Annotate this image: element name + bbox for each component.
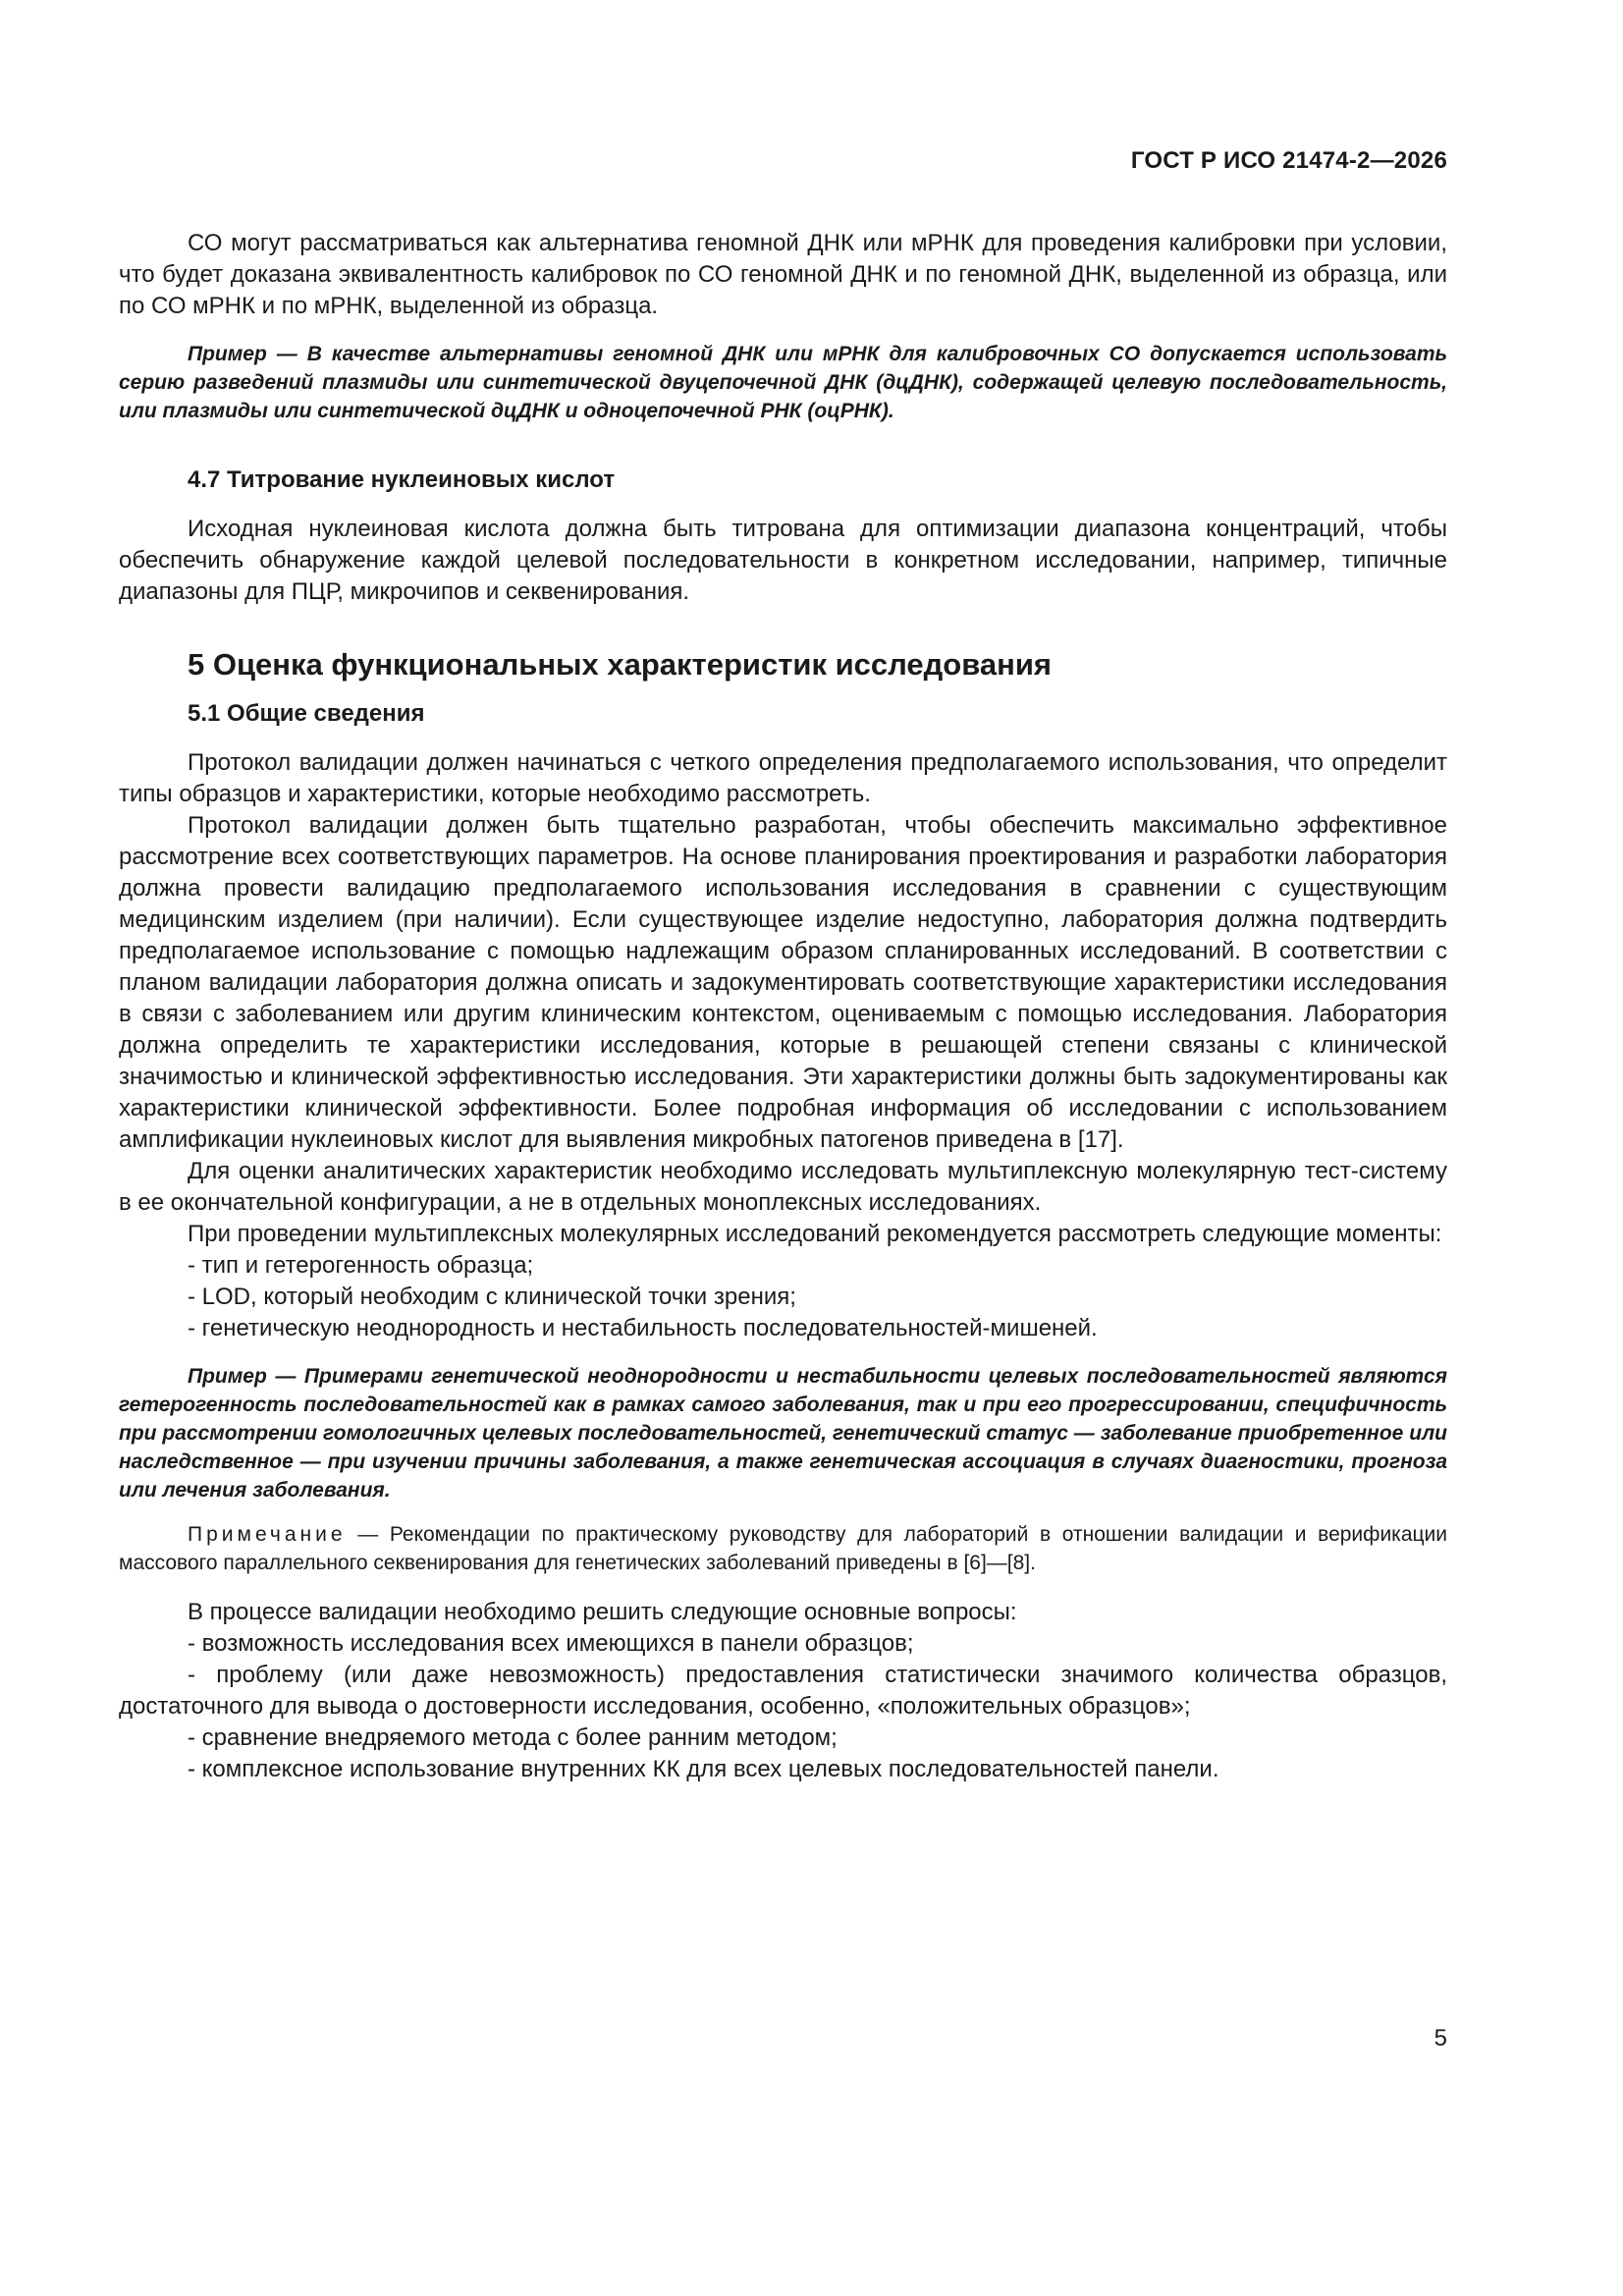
list-item: - комплексное использование внутренних КК для всех целевых последовательностей панели. — [188, 1756, 1219, 1782]
note-block — [119, 1520, 1447, 1577]
list-item: - возможность исследования всех имеющихся в панели образцов; — [188, 1630, 914, 1657]
text-flow — [119, 228, 1447, 1785]
paragraph: Протокол валидации должен начинаться с четкого определения предполагаемого использования, что определит типы образцов и характеристики, которые необходимо рассмотреть. — [119, 749, 1447, 807]
example-block: Пример — В качестве альтернативы геномной ДНК или мРНК для калибровочных СО допускается использовать серию разведений плазмиды или синтетической двуцепочечной ДНК (дцДНК), содержащей целевую последовательность, или плазмиды или синтетической дцДНК и одноцепочечной РНК (оцРНК). — [119, 343, 1447, 422]
example-block: Пример — Примерами генетической неоднородности и нестабильности целевых последовательностей являются гетерогенность последовательностей как в рамках самого заболевания, так и при его прогрессировании, специфичность при рассмотрении гомологичных целевых последовательностей, генетический статус — заболевание приобретенное или наследственное — при изучении причины заболевания, а также генетическая ассоциация в случаях диагностики, прогноза или лечения заболевания. — [119, 1365, 1447, 1502]
list-item: - генетическую неоднородность и нестабильность последовательностей-мишеней. — [188, 1315, 1098, 1341]
list-validation-questions — [119, 1628, 1447, 1785]
page-number: 5 — [1434, 2025, 1447, 2051]
paragraph: Для оценки аналитических характеристик необходимо исследовать мультиплексную молекулярную тест-систему в ее окончательной конфигурации, а не в отдельных моноплексных исследованиях. — [119, 1158, 1447, 1216]
paragraph: В процессе валидации необходимо решить следующие основные вопросы: — [188, 1599, 1017, 1625]
list-item: - проблему (или даже невозможность) предоставления статистически значимого количества образцов, достаточного для вывода о достоверности исследования, особенно, «положительных образцов»; — [119, 1662, 1447, 1720]
list-item: - LOD, который необходим с клинической точки зрения; — [188, 1284, 796, 1310]
section-heading-5-1: 5.1 Общие сведения — [188, 700, 425, 727]
list-item: - сравнение внедряемого метода с более ранним методом; — [188, 1724, 838, 1751]
note-label: Примечание — [188, 1523, 347, 1546]
list-item: - тип и гетерогенность образца; — [188, 1252, 534, 1279]
paragraph: СО могут рассматриваться как альтернатива геномной ДНК или мРНК для проведения калибровки при условии, что будет доказана эквивалентность калибровок по СО геномной ДНК и по геномной ДНК, выделенной из образца, или по СО мРНК и по мРНК, выделенной из образца. — [119, 230, 1447, 319]
note-text: — Рекомендации по практическому руководству для лабораторий в отношении валидации и верификации массового параллельного секвенирования для генетических заболеваний приведены в [6]—[8]. — [119, 1523, 1447, 1574]
list-considerations — [119, 1250, 1447, 1344]
document-code: ГОСТ Р ИСО 21474-2—2026 — [1130, 147, 1447, 174]
paragraph: Протокол валидации должен быть тщательно разработан, чтобы обеспечить максимально эффективное рассмотрение всех соответствующих параметров. На основе планирования проектирования и разработки лаборатория должна провести валидацию предполагаемого использования исследования в сравнении с существующим медицинским изделием (при наличии). Если существующее изделие недоступно, лаборатория должна подтвердить предполагаемое использование с помощью надлежащим образом спланированных исследований. В соответствии с планом валидации лаборатория должна описать и задокументировать соответствующие характеристики исследования в связи с заболеванием или другим клиническим контекстом, оцениваемым с помощью исследования. Лаборатория должна определить те характеристики исследования, которые в решающей степени связаны с клинической значимостью и клинической эффективностью исследования. Эти характеристики должны быть задокументированы как характеристики клинической эффективности. Более подробная информация об исследовании с использованием амплификации нуклеиновых кислот для выявления микробных патогенов приведена в [17]. — [119, 812, 1447, 1153]
paragraph: Исходная нуклеиновая кислота должна быть титрована для оптимизации диапазона концентраций, чтобы обеспечить обнаружение каждой целевой последовательности в конкретном исследовании, например, типичные диапазоны для ПЦР, микрочипов и секвенирования. — [119, 516, 1447, 605]
section-heading-5: 5 Оценка функциональных характеристик исследования — [188, 647, 1053, 682]
section-heading-4-7: 4.7 Титрование нуклеиновых кислот — [188, 466, 616, 493]
paragraph: При проведении мультиплексных молекулярных исследований рекомендуется рассмотреть следующие моменты: — [188, 1221, 1442, 1247]
